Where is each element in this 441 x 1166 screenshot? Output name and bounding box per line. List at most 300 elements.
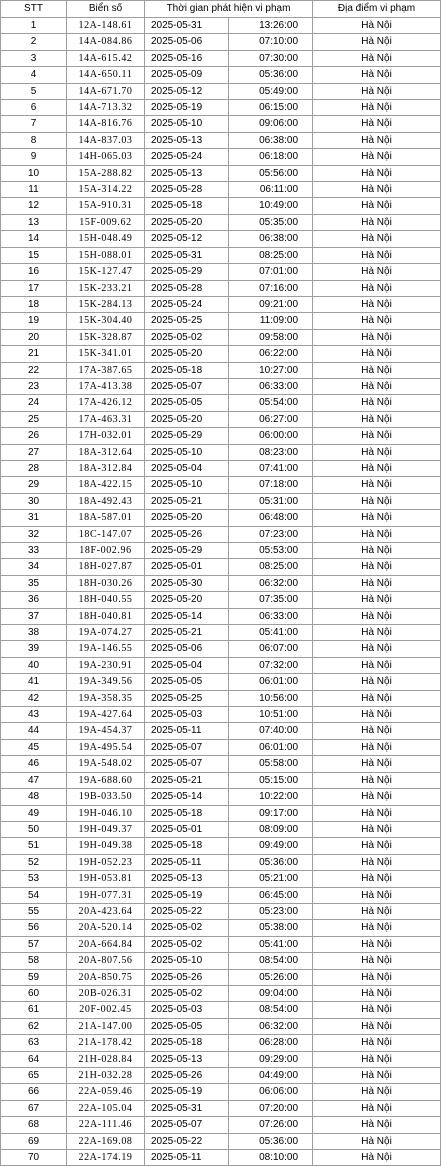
date-cell[interactable]: 2025-05-18 [145,362,229,378]
place-cell[interactable]: Hà Nội [313,559,441,575]
stt-cell[interactable]: 14 [1,231,67,247]
time-cell[interactable]: 07:16:00 [229,280,313,296]
plate-cell[interactable]: 18C-147.07 [67,526,145,542]
time-cell[interactable]: 05:36:00 [229,67,313,83]
stt-cell[interactable]: 69 [1,1133,67,1149]
plate-cell[interactable]: 18H-027.87 [67,559,145,575]
stt-cell[interactable]: 10 [1,165,67,181]
place-cell[interactable]: Hà Nội [313,296,441,312]
plate-cell[interactable]: 15H-048.49 [67,231,145,247]
stt-cell[interactable]: 8 [1,132,67,148]
time-cell[interactable]: 06:33:00 [229,608,313,624]
stt-cell[interactable]: 24 [1,395,67,411]
place-cell[interactable]: Hà Nội [313,460,441,476]
time-cell[interactable]: 13:26:00 [229,18,313,34]
time-cell[interactable]: 09:58:00 [229,329,313,345]
stt-cell[interactable]: 61 [1,1002,67,1018]
stt-cell[interactable]: 49 [1,805,67,821]
date-cell[interactable]: 2025-05-01 [145,559,229,575]
time-cell[interactable]: 06:11:00 [229,182,313,198]
date-cell[interactable]: 2025-05-20 [145,592,229,608]
plate-cell[interactable]: 19A-495.54 [67,739,145,755]
plate-cell[interactable]: 22A-059.46 [67,1084,145,1100]
place-cell[interactable]: Hà Nội [313,625,441,641]
time-cell[interactable]: 05:26:00 [229,969,313,985]
time-cell[interactable]: 09:49:00 [229,838,313,854]
plate-cell[interactable]: 20F-002.45 [67,1002,145,1018]
date-cell[interactable]: 2025-05-07 [145,756,229,772]
time-cell[interactable]: 06:22:00 [229,346,313,362]
stt-cell[interactable]: 51 [1,838,67,854]
place-cell[interactable]: Hà Nội [313,707,441,723]
plate-cell[interactable]: 20A-520.14 [67,920,145,936]
place-cell[interactable]: Hà Nội [313,116,441,132]
time-cell[interactable]: 06:27:00 [229,411,313,427]
place-cell[interactable]: Hà Nội [313,1035,441,1051]
plate-cell[interactable]: 17H-032.01 [67,428,145,444]
plate-cell[interactable]: 14A-837.03 [67,132,145,148]
place-cell[interactable]: Hà Nội [313,756,441,772]
time-cell[interactable]: 07:35:00 [229,592,313,608]
stt-cell[interactable]: 28 [1,460,67,476]
place-cell[interactable]: Hà Nội [313,411,441,427]
stt-cell[interactable]: 38 [1,625,67,641]
date-cell[interactable]: 2025-05-01 [145,821,229,837]
place-cell[interactable]: Hà Nội [313,50,441,66]
stt-cell[interactable]: 23 [1,378,67,394]
time-cell[interactable]: 07:41:00 [229,460,313,476]
stt-cell[interactable]: 46 [1,756,67,772]
plate-cell[interactable]: 17A-413.38 [67,378,145,394]
stt-cell[interactable]: 12 [1,198,67,214]
stt-cell[interactable]: 19 [1,313,67,329]
date-cell[interactable]: 2025-05-22 [145,903,229,919]
plate-cell[interactable]: 19A-146.55 [67,641,145,657]
date-cell[interactable]: 2025-05-12 [145,231,229,247]
date-cell[interactable]: 2025-05-29 [145,264,229,280]
stt-cell[interactable]: 36 [1,592,67,608]
stt-cell[interactable]: 50 [1,821,67,837]
plate-cell[interactable]: 19H-046.10 [67,805,145,821]
plate-cell[interactable]: 14A-084.86 [67,34,145,50]
stt-cell[interactable]: 67 [1,1100,67,1116]
plate-cell[interactable]: 19B-033.50 [67,789,145,805]
date-cell[interactable]: 2025-05-13 [145,1051,229,1067]
plate-cell[interactable]: 14A-615.42 [67,50,145,66]
place-cell[interactable]: Hà Nội [313,346,441,362]
stt-cell[interactable]: 15 [1,247,67,263]
date-cell[interactable]: 2025-05-07 [145,1117,229,1133]
date-cell[interactable]: 2025-05-07 [145,378,229,394]
place-cell[interactable]: Hà Nội [313,1051,441,1067]
stt-cell[interactable]: 48 [1,789,67,805]
stt-cell[interactable]: 65 [1,1068,67,1084]
date-cell[interactable]: 2025-05-22 [145,1133,229,1149]
stt-cell[interactable]: 30 [1,493,67,509]
stt-cell[interactable]: 32 [1,526,67,542]
stt-cell[interactable]: 13 [1,214,67,230]
place-cell[interactable]: Hà Nội [313,641,441,657]
place-cell[interactable]: Hà Nội [313,378,441,394]
date-cell[interactable]: 2025-05-21 [145,493,229,509]
date-cell[interactable]: 2025-05-12 [145,83,229,99]
date-cell[interactable]: 2025-05-14 [145,789,229,805]
plate-cell[interactable]: 14A-816.76 [67,116,145,132]
time-cell[interactable]: 05:54:00 [229,395,313,411]
stt-cell[interactable]: 20 [1,329,67,345]
date-cell[interactable]: 2025-05-14 [145,608,229,624]
plate-cell[interactable]: 18A-312.64 [67,444,145,460]
stt-cell[interactable]: 39 [1,641,67,657]
place-cell[interactable]: Hà Nội [313,838,441,854]
place-cell[interactable]: Hà Nội [313,805,441,821]
time-cell[interactable]: 05:56:00 [229,165,313,181]
plate-cell[interactable]: 21H-028.84 [67,1051,145,1067]
plate-cell[interactable]: 18H-040.81 [67,608,145,624]
place-cell[interactable]: Hà Nội [313,821,441,837]
date-cell[interactable]: 2025-05-19 [145,1084,229,1100]
date-cell[interactable]: 2025-05-11 [145,1150,229,1166]
time-cell[interactable]: 07:20:00 [229,1100,313,1116]
plate-cell[interactable]: 19H-053.81 [67,871,145,887]
time-cell[interactable]: 06:07:00 [229,641,313,657]
date-cell[interactable]: 2025-05-19 [145,100,229,116]
date-cell[interactable]: 2025-05-24 [145,149,229,165]
time-cell[interactable]: 08:25:00 [229,247,313,263]
place-cell[interactable]: Hà Nội [313,165,441,181]
plate-cell[interactable]: 15F-009.62 [67,214,145,230]
time-cell[interactable]: 05:23:00 [229,903,313,919]
stt-cell[interactable]: 31 [1,510,67,526]
stt-cell[interactable]: 4 [1,67,67,83]
plate-cell[interactable]: 19A-349.56 [67,674,145,690]
plate-cell[interactable]: 21A-178.42 [67,1035,145,1051]
time-cell[interactable]: 06:00:00 [229,428,313,444]
plate-cell[interactable]: 18H-040.55 [67,592,145,608]
date-cell[interactable]: 2025-05-07 [145,739,229,755]
plate-cell[interactable]: 15A-910.31 [67,198,145,214]
stt-cell[interactable]: 60 [1,985,67,1001]
time-cell[interactable]: 05:49:00 [229,83,313,99]
stt-cell[interactable]: 45 [1,739,67,755]
plate-cell[interactable]: 19A-688.60 [67,772,145,788]
date-cell[interactable]: 2025-05-10 [145,953,229,969]
place-cell[interactable]: Hà Nội [313,1117,441,1133]
place-cell[interactable]: Hà Nội [313,739,441,755]
date-cell[interactable]: 2025-05-20 [145,214,229,230]
place-cell[interactable]: Hà Nội [313,132,441,148]
place-cell[interactable]: Hà Nội [313,543,441,559]
plate-cell[interactable]: 22A-105.04 [67,1100,145,1116]
date-cell[interactable]: 2025-05-04 [145,460,229,476]
plate-cell[interactable]: 17A-387.65 [67,362,145,378]
time-cell[interactable]: 09:04:00 [229,985,313,1001]
stt-cell[interactable]: 3 [1,50,67,66]
date-cell[interactable]: 2025-05-16 [145,50,229,66]
place-cell[interactable]: Hà Nội [313,920,441,936]
time-cell[interactable]: 07:23:00 [229,526,313,542]
plate-cell[interactable]: 20A-423.64 [67,903,145,919]
plate-cell[interactable]: 17A-426.12 [67,395,145,411]
date-cell[interactable]: 2025-05-20 [145,411,229,427]
time-cell[interactable]: 08:54:00 [229,953,313,969]
stt-cell[interactable]: 16 [1,264,67,280]
plate-cell[interactable]: 14A-713.32 [67,100,145,116]
date-cell[interactable]: 2025-05-24 [145,296,229,312]
date-cell[interactable]: 2025-05-21 [145,772,229,788]
stt-cell[interactable]: 18 [1,296,67,312]
time-cell[interactable]: 06:06:00 [229,1084,313,1100]
time-cell[interactable]: 05:36:00 [229,854,313,870]
place-cell[interactable]: Hà Nội [313,395,441,411]
stt-cell[interactable]: 35 [1,575,67,591]
date-cell[interactable]: 2025-05-05 [145,1018,229,1034]
date-cell[interactable]: 2025-05-18 [145,198,229,214]
place-cell[interactable]: Hà Nội [313,247,441,263]
header-time[interactable]: Thời gian phát hiện vi phạm [145,1,313,18]
place-cell[interactable]: Hà Nội [313,280,441,296]
place-cell[interactable]: Hà Nội [313,575,441,591]
place-cell[interactable]: Hà Nội [313,444,441,460]
date-cell[interactable]: 2025-05-30 [145,575,229,591]
stt-cell[interactable]: 11 [1,182,67,198]
place-cell[interactable]: Hà Nội [313,231,441,247]
stt-cell[interactable]: 47 [1,772,67,788]
plate-cell[interactable]: 18A-422.15 [67,477,145,493]
stt-cell[interactable]: 6 [1,100,67,116]
place-cell[interactable]: Hà Nội [313,1002,441,1018]
date-cell[interactable]: 2025-05-25 [145,690,229,706]
time-cell[interactable]: 07:32:00 [229,657,313,673]
stt-cell[interactable]: 21 [1,346,67,362]
stt-cell[interactable]: 17 [1,280,67,296]
date-cell[interactable]: 2025-05-13 [145,132,229,148]
place-cell[interactable]: Hà Nội [313,67,441,83]
stt-cell[interactable]: 37 [1,608,67,624]
plate-cell[interactable]: 17A-463.31 [67,411,145,427]
place-cell[interactable]: Hà Nội [313,329,441,345]
date-cell[interactable]: 2025-05-02 [145,329,229,345]
place-cell[interactable]: Hà Nội [313,214,441,230]
place-cell[interactable]: Hà Nội [313,772,441,788]
date-cell[interactable]: 2025-05-20 [145,346,229,362]
stt-cell[interactable]: 33 [1,543,67,559]
place-cell[interactable]: Hà Nội [313,1133,441,1149]
plate-cell[interactable]: 19H-077.31 [67,887,145,903]
place-cell[interactable]: Hà Nội [313,592,441,608]
plate-cell[interactable]: 22A-111.46 [67,1117,145,1133]
time-cell[interactable]: 09:21:00 [229,296,313,312]
stt-cell[interactable]: 58 [1,953,67,969]
date-cell[interactable]: 2025-05-18 [145,1035,229,1051]
stt-cell[interactable]: 57 [1,936,67,952]
date-cell[interactable]: 2025-05-31 [145,247,229,263]
place-cell[interactable]: Hà Nội [313,903,441,919]
stt-cell[interactable]: 68 [1,1117,67,1133]
place-cell[interactable]: Hà Nội [313,428,441,444]
plate-cell[interactable]: 15K-304.40 [67,313,145,329]
place-cell[interactable]: Hà Nội [313,1068,441,1084]
place-cell[interactable]: Hà Nội [313,493,441,509]
date-cell[interactable]: 2025-05-31 [145,1100,229,1116]
stt-cell[interactable]: 27 [1,444,67,460]
stt-cell[interactable]: 25 [1,411,67,427]
plate-cell[interactable]: 22A-169.08 [67,1133,145,1149]
stt-cell[interactable]: 54 [1,887,67,903]
place-cell[interactable]: Hà Nội [313,674,441,690]
time-cell[interactable]: 05:41:00 [229,936,313,952]
header-place[interactable]: Địa điểm vi phạm [313,1,441,18]
stt-cell[interactable]: 5 [1,83,67,99]
place-cell[interactable]: Hà Nội [313,1100,441,1116]
stt-cell[interactable]: 70 [1,1150,67,1166]
date-cell[interactable]: 2025-05-05 [145,395,229,411]
time-cell[interactable]: 10:56:00 [229,690,313,706]
time-cell[interactable]: 05:41:00 [229,625,313,641]
date-cell[interactable]: 2025-05-26 [145,969,229,985]
date-cell[interactable]: 2025-05-10 [145,477,229,493]
date-cell[interactable]: 2025-05-20 [145,510,229,526]
date-cell[interactable]: 2025-05-29 [145,543,229,559]
date-cell[interactable]: 2025-05-03 [145,1002,229,1018]
plate-cell[interactable]: 19A-427.64 [67,707,145,723]
date-cell[interactable]: 2025-05-18 [145,838,229,854]
place-cell[interactable]: Hà Nội [313,198,441,214]
stt-cell[interactable]: 62 [1,1018,67,1034]
time-cell[interactable]: 06:32:00 [229,1018,313,1034]
time-cell[interactable]: 06:48:00 [229,510,313,526]
stt-cell[interactable]: 26 [1,428,67,444]
stt-cell[interactable]: 59 [1,969,67,985]
date-cell[interactable]: 2025-05-02 [145,920,229,936]
date-cell[interactable]: 2025-05-29 [145,428,229,444]
time-cell[interactable]: 07:01:00 [229,264,313,280]
time-cell[interactable]: 10:22:00 [229,789,313,805]
stt-cell[interactable]: 44 [1,723,67,739]
plate-cell[interactable]: 15A-314.22 [67,182,145,198]
date-cell[interactable]: 2025-05-11 [145,723,229,739]
time-cell[interactable]: 07:40:00 [229,723,313,739]
date-cell[interactable]: 2025-05-28 [145,280,229,296]
time-cell[interactable]: 11:09:00 [229,313,313,329]
time-cell[interactable]: 06:15:00 [229,100,313,116]
time-cell[interactable]: 09:17:00 [229,805,313,821]
date-cell[interactable]: 2025-05-02 [145,985,229,1001]
time-cell[interactable]: 08:54:00 [229,1002,313,1018]
plate-cell[interactable]: 19A-230.91 [67,657,145,673]
time-cell[interactable]: 10:51:00 [229,707,313,723]
place-cell[interactable]: Hà Nội [313,953,441,969]
place-cell[interactable]: Hà Nội [313,969,441,985]
date-cell[interactable]: 2025-05-21 [145,625,229,641]
plate-cell[interactable]: 19A-358.35 [67,690,145,706]
stt-cell[interactable]: 66 [1,1084,67,1100]
place-cell[interactable]: Hà Nội [313,1084,441,1100]
time-cell[interactable]: 05:58:00 [229,756,313,772]
plate-cell[interactable]: 15K-127.47 [67,264,145,280]
stt-cell[interactable]: 2 [1,34,67,50]
place-cell[interactable]: Hà Nội [313,936,441,952]
place-cell[interactable]: Hà Nội [313,854,441,870]
date-cell[interactable]: 2025-05-03 [145,707,229,723]
stt-cell[interactable]: 9 [1,149,67,165]
plate-cell[interactable]: 19H-049.37 [67,821,145,837]
time-cell[interactable]: 05:21:00 [229,871,313,887]
date-cell[interactable]: 2025-05-13 [145,165,229,181]
place-cell[interactable]: Hà Nội [313,871,441,887]
time-cell[interactable]: 05:15:00 [229,772,313,788]
plate-cell[interactable]: 15K-233.21 [67,280,145,296]
place-cell[interactable]: Hà Nội [313,657,441,673]
place-cell[interactable]: Hà Nội [313,182,441,198]
date-cell[interactable]: 2025-05-10 [145,444,229,460]
plate-cell[interactable]: 20A-664.84 [67,936,145,952]
time-cell[interactable]: 06:38:00 [229,132,313,148]
stt-cell[interactable]: 7 [1,116,67,132]
date-cell[interactable]: 2025-05-02 [145,936,229,952]
place-cell[interactable]: Hà Nội [313,362,441,378]
time-cell[interactable]: 08:25:00 [229,559,313,575]
header-stt[interactable]: STT [1,1,67,18]
stt-cell[interactable]: 42 [1,690,67,706]
stt-cell[interactable]: 29 [1,477,67,493]
place-cell[interactable]: Hà Nội [313,313,441,329]
time-cell[interactable]: 07:18:00 [229,477,313,493]
plate-cell[interactable]: 19A-454.37 [67,723,145,739]
time-cell[interactable]: 07:30:00 [229,50,313,66]
time-cell[interactable]: 10:49:00 [229,198,313,214]
place-cell[interactable]: Hà Nội [313,83,441,99]
stt-cell[interactable]: 1 [1,18,67,34]
time-cell[interactable]: 06:33:00 [229,378,313,394]
date-cell[interactable]: 2025-05-06 [145,34,229,50]
stt-cell[interactable]: 55 [1,903,67,919]
place-cell[interactable]: Hà Nội [313,477,441,493]
plate-cell[interactable]: 19A-548.02 [67,756,145,772]
plate-cell[interactable]: 19A-074.27 [67,625,145,641]
date-cell[interactable]: 2025-05-06 [145,641,229,657]
plate-cell[interactable]: 14H-065.03 [67,149,145,165]
plate-cell[interactable]: 12A-148.61 [67,18,145,34]
stt-cell[interactable]: 22 [1,362,67,378]
place-cell[interactable]: Hà Nội [313,264,441,280]
place-cell[interactable]: Hà Nội [313,723,441,739]
stt-cell[interactable]: 41 [1,674,67,690]
plate-cell[interactable]: 15K-341.01 [67,346,145,362]
time-cell[interactable]: 05:31:00 [229,493,313,509]
plate-cell[interactable]: 15K-328.87 [67,329,145,345]
date-cell[interactable]: 2025-05-11 [145,854,229,870]
date-cell[interactable]: 2025-05-26 [145,526,229,542]
plate-cell[interactable]: 15H-088.01 [67,247,145,263]
plate-cell[interactable]: 20A-850.75 [67,969,145,985]
time-cell[interactable]: 07:10:00 [229,34,313,50]
plate-cell[interactable]: 15K-284.13 [67,296,145,312]
time-cell[interactable]: 06:28:00 [229,1035,313,1051]
plate-cell[interactable]: 14A-650.11 [67,67,145,83]
time-cell[interactable]: 08:09:00 [229,821,313,837]
place-cell[interactable]: Hà Nội [313,149,441,165]
plate-cell[interactable]: 18F-002.96 [67,543,145,559]
time-cell[interactable]: 06:01:00 [229,739,313,755]
place-cell[interactable]: Hà Nội [313,690,441,706]
date-cell[interactable]: 2025-05-19 [145,887,229,903]
place-cell[interactable]: Hà Nội [313,1150,441,1166]
plate-cell[interactable]: 19H-049.38 [67,838,145,854]
place-cell[interactable]: Hà Nội [313,887,441,903]
plate-cell[interactable]: 14A-671.70 [67,83,145,99]
plate-cell[interactable]: 18H-030.26 [67,575,145,591]
